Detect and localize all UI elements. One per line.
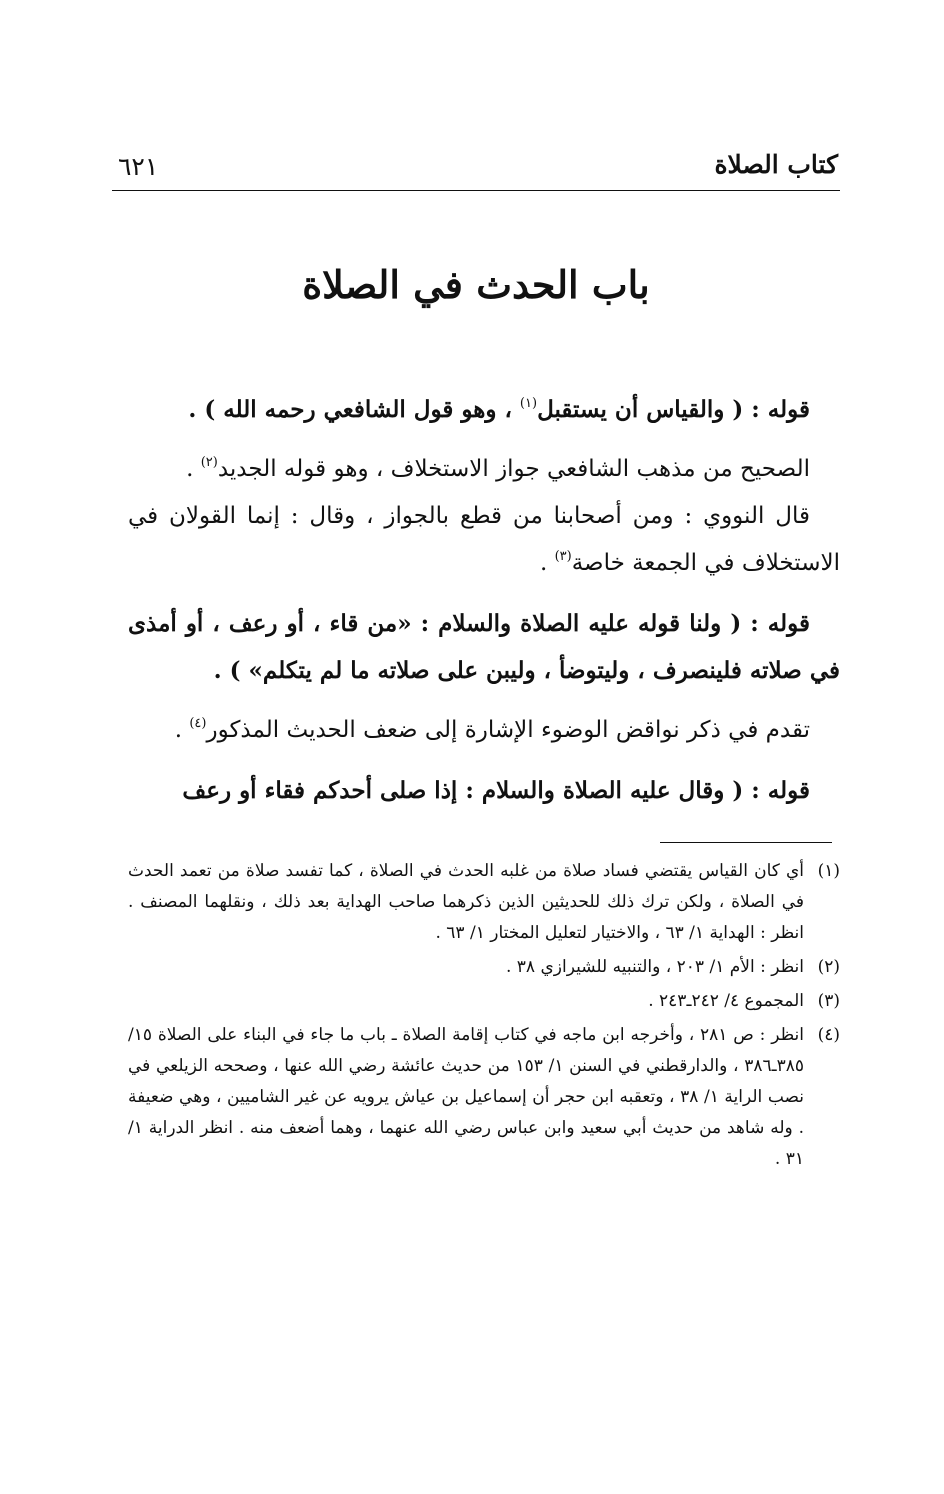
footnote-number: (٤) [817, 1025, 840, 1045]
footnote-text: أي كان القياس يقتضي فساد صلاة من غلبه الحدث في الصلاة ، كما تفسد صلاة من تعمد الحدث في الصلاة ، ولكن ترك ذلك للحديثين الذين ذكرهما صاحب الهداية بعد ذلك ، ونقلهما المصنف . انظر : الهداية ١/ ٦٣ ، والاختيار لتعليل المختار ١/ ٦٣ . [128, 861, 804, 943]
footnote-text: انظر : الأم ١/ ٢٠٣ ، والتنبيه للشيرازي ٣٨ . [505, 957, 804, 977]
footnote-number: (٢) [817, 957, 840, 977]
page-number: ٦٢١ [118, 152, 159, 181]
footnote-text: المجموع ٤/ ٢٤٢ـ٢٤٣ . [648, 991, 804, 1011]
footnote-text: انظر : ص ٢٨١ ، وأخرجه ابن ماجه في كتاب إقامة الصلاة ـ باب ما جاء في البناء على الصلاة ١٥/ ٣٨٥ـ٣٨٦ ، والدارقطني في السنن ١/ ١٥٣ من حديث عائشة رضي الله عنها ، وصححه الزيلعي في نصب الراية ١/ ٣٨ ، وتعقبه ابن حجر أن إسماعيل بن عياش يرويه عن غير الشاميين ، وهي ضعيفة . وله شاهد من حديث أبي سعيد وابن عباس رضي الله عنهما ، وهما أضعف منه . انظر الدراية ١/ ٣١ . [128, 1025, 804, 1169]
paragraph-quote-2 [128, 600, 840, 694]
footnote-ref-4: (٤) [189, 716, 207, 731]
paragraph-quote-3 [128, 767, 840, 814]
footnotes [128, 856, 840, 1178]
footnote-ref-2: (٢) [200, 455, 218, 470]
chapter-title: باب الحدث في الصلاة [302, 262, 650, 307]
paragraph-commentary-2 [128, 493, 840, 587]
footnote-ref-3: (٣) [554, 549, 572, 564]
paragraph-tail: ، وهو قول الشافعي رحمه الله ) . [188, 396, 520, 423]
paragraph-text: الصحيح من مذهب الشافعي جواز الاستخلاف ، وهو قوله الجديد [217, 456, 810, 482]
paragraph-tail: . [539, 550, 555, 576]
footnote-number: (٣) [817, 991, 840, 1011]
paragraph-text: تقدم في ذكر نواقض الوضوء الإشارة إلى ضعف الحديث المذكور [206, 717, 810, 743]
paragraph-quote-1 [128, 386, 840, 433]
paragraph-commentary-1 [128, 446, 840, 493]
footnote-3 [128, 986, 840, 1017]
paragraph-text: قوله : ( والقياس أن يستقبل [537, 396, 810, 423]
footnote-4 [128, 1020, 840, 1175]
body-text [128, 386, 840, 827]
paragraph-text: قوله : ( ولنا قوله عليه الصلاة والسلام : «من قاء ، أو رعف ، أو أمذى في صلاته فلينصرف ، وليتوضأ ، وليبن على صلاته ما لم يتكلم» ) . [128, 610, 840, 684]
paragraph-tail: . [174, 717, 190, 743]
footnote-rule [660, 842, 832, 843]
footnote-1 [128, 856, 840, 949]
running-title: كتاب الصلاة [714, 150, 838, 179]
paragraph-commentary-3 [128, 707, 840, 754]
paragraph-text: قوله : ( وقال عليه الصلاة والسلام : إذا صلى أحدكم فقاء أو رعف [182, 777, 810, 804]
footnote-number: (١) [817, 861, 840, 881]
paragraph-text: قال النووي : ومن أصحابنا من قطع بالجواز ، وقال : إنما القولان في الاستخلاف في الجمعة خاصة [128, 503, 840, 576]
footnote-2 [128, 952, 840, 983]
header-rule [112, 190, 840, 191]
paragraph-tail: . [186, 456, 201, 482]
footnote-ref-1: (١) [519, 396, 538, 411]
